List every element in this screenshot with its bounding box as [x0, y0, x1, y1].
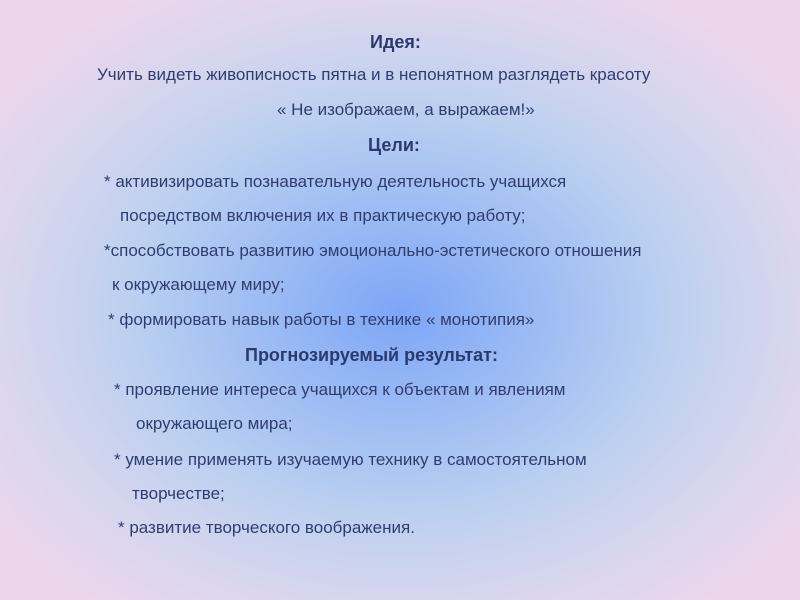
result-item: окружающего мира; [136, 414, 293, 433]
idea-text: Учить видеть живописность пятна и в непонятном разглядеть красоту [97, 65, 651, 84]
result-item: * умение применять изучаемую технику в самостоятельном [114, 450, 587, 469]
result-heading: Прогнозируемый результат: [245, 345, 498, 365]
goal-item: * активизировать познавательную деятельность учащихся [104, 172, 567, 191]
goals-heading: Цели: [368, 135, 420, 155]
result-item: творчестве; [132, 484, 225, 503]
result-item: * проявление интереса учащихся к объектам и явлениям [114, 380, 566, 399]
idea-motto: « Не изображаем, а выражаем!» [277, 100, 535, 119]
goal-item: посредством включения их в практическую работу; [120, 206, 526, 225]
goal-item: * формировать навык работы в технике « монотипия» [108, 310, 535, 329]
goal-item: *способствовать развитию эмоционально-эстетического отношения [104, 241, 642, 260]
idea-heading: Идея: [370, 32, 421, 52]
goal-item: к окружающему миру; [112, 275, 285, 294]
result-item: * развитие творческого воображения. [118, 518, 415, 537]
